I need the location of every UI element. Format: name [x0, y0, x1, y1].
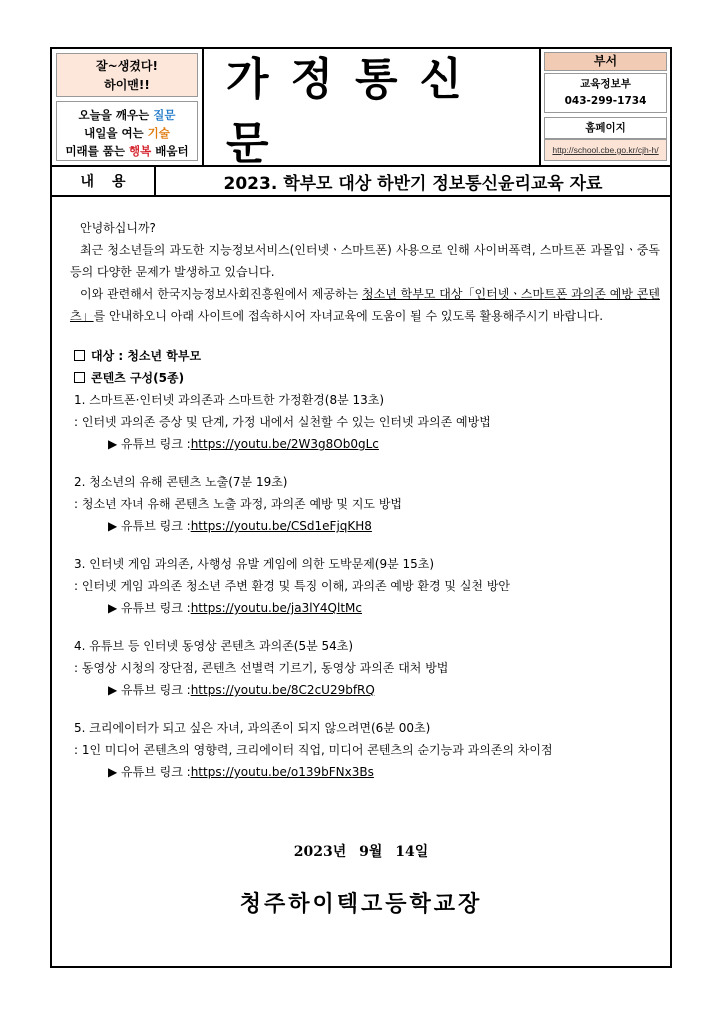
greeting: 안녕하십니까?: [80, 221, 156, 235]
signer: 청주하이텍고등학교장: [239, 892, 483, 917]
item-5-link[interactable]: https://youtu.be/o139bFNx3Bs: [190, 765, 374, 779]
item-5-desc: : 1인 미디어 콘텐츠의 영향력, 크리에이터 직업, 미디어 콘텐츠의 순기능과 과의존의 차이점: [74, 743, 553, 757]
slogan-top-line-2: 하이맨!!: [104, 78, 150, 92]
notice-frame: [50, 47, 672, 968]
checkbox-icon: [74, 372, 85, 383]
department-name: 교육정보부: [580, 78, 631, 90]
issue-date: 2023년 9월 14일: [293, 844, 429, 860]
page-title: 가정통신문: [226, 54, 485, 169]
item-1-desc: : 인터넷 과의존 증상 및 단계, 가정 내에서 실천할 수 있는 인터넷 과의존 예방법: [74, 415, 491, 429]
subject-label: 내용: [52, 167, 156, 195]
item-4-desc: : 동영상 시청의 장단점, 콘텐츠 선별력 기르기, 동영상 과의존 대처 방법: [74, 661, 449, 675]
item-4-link[interactable]: https://youtu.be/8C2cU29bfRQ: [190, 683, 375, 697]
content-name: 청소년 학부모 대상「인터넷ㆍ스마트폰 과의존 예방 콘텐츠」: [70, 287, 660, 323]
subject-title: 2023. 학부모 대상 하반기 정보통신윤리교육 자료: [223, 173, 603, 194]
homepage-link[interactable]: http://school.cbe.go.kr/cjh-h/: [544, 139, 667, 161]
item-3-link[interactable]: https://youtu.be/ja3lY4QltMc: [190, 601, 362, 615]
item-1-link-line: ▶ 유튜브 링크 :https://youtu.be/2W3g8Ob0gLc: [108, 437, 379, 451]
slogan-bottom: [56, 101, 198, 161]
slogan-top-line-1: 잘~생겼다!: [96, 59, 158, 73]
target-line: 대상 : 청소년 학부모: [74, 345, 660, 367]
item-1-title: 1. 스마트폰·인터넷 과의존과 스마트한 가정환경(8분 13초): [74, 393, 385, 407]
item-5-link-line: ▶ 유튜브 링크 :https://youtu.be/o139bFNx3Bs: [108, 765, 374, 779]
department-phone: 043-299-1734: [564, 95, 647, 107]
item-5-title: 5. 크리에이터가 되고 싶은 자녀, 과의존이 되지 않으려면(6분 00초): [74, 721, 431, 735]
item-3-title: 3. 인터넷 게임 과의존, 사행성 유발 게임에 의한 도박문제(9분 15초): [74, 557, 435, 571]
paragraph-2: 이와 관련해서 한국지능정보사회진흥원에서 제공하는 청소년 학부모 대상「인터넷ㆍ스마트폰 과의존 예방 콘텐츠」를 안내하오니 아래 사이트에 접속하시어 자녀교육에 도움이 될 수 있도록 활용해주시기 바랍니다.: [70, 287, 660, 323]
department-info: [544, 73, 667, 113]
homepage-label: 홈페이지: [544, 117, 667, 139]
item-2-link[interactable]: https://youtu.be/CSd1eFjqKH8: [190, 519, 372, 533]
item-3-desc: : 인터넷 게임 과의존 청소년 주변 환경 및 특징 이해, 과의존 예방 환경 및 실천 방안: [74, 579, 511, 593]
slogan-line-2: 내일을 여는 기술: [84, 126, 170, 140]
contents-line: 콘텐츠 구성(5종): [74, 367, 660, 389]
item-2-link-line: ▶ 유튜브 링크 :https://youtu.be/CSd1eFjqKH8: [108, 519, 372, 533]
subject-row: [52, 167, 670, 197]
checkbox-icon: [74, 350, 85, 361]
slogan-top: [56, 53, 198, 97]
slogan-panel: [52, 49, 204, 165]
item-2-desc: : 청소년 자녀 유해 콘텐츠 노출 과정, 과의존 예방 및 지도 방법: [74, 497, 403, 511]
department-label: 부서: [544, 52, 667, 71]
item-4-title: 4. 유튜브 등 인터넷 동영상 콘텐츠 과의존(5분 54초): [74, 639, 354, 653]
slogan-line-3: 미래를 품는 행복 배움터: [65, 144, 189, 158]
item-4-link-line: ▶ 유튜브 링크 :https://youtu.be/8C2cU29bfRQ: [108, 683, 375, 697]
header: [52, 49, 670, 167]
paragraph-1: 최근 청소년들의 과도한 지능정보서비스(인터넷ㆍ스마트폰) 사용으로 인해 사이버폭력, 스마트폰 과몰입ㆍ중독 등의 다양한 문제가 발생하고 있습니다.: [70, 243, 660, 279]
notice-body: [70, 217, 660, 783]
item-2-title: 2. 청소년의 유해 콘텐츠 노출(7분 19초): [74, 475, 288, 489]
department-panel: [539, 49, 670, 165]
item-3-link-line: ▶ 유튜브 링크 :https://youtu.be/ja3lY4QltMc: [108, 601, 362, 615]
slogan-line-1: 오늘을 깨우는 질문: [78, 108, 176, 122]
item-1-link[interactable]: https://youtu.be/2W3g8Ob0gLc: [190, 437, 379, 451]
